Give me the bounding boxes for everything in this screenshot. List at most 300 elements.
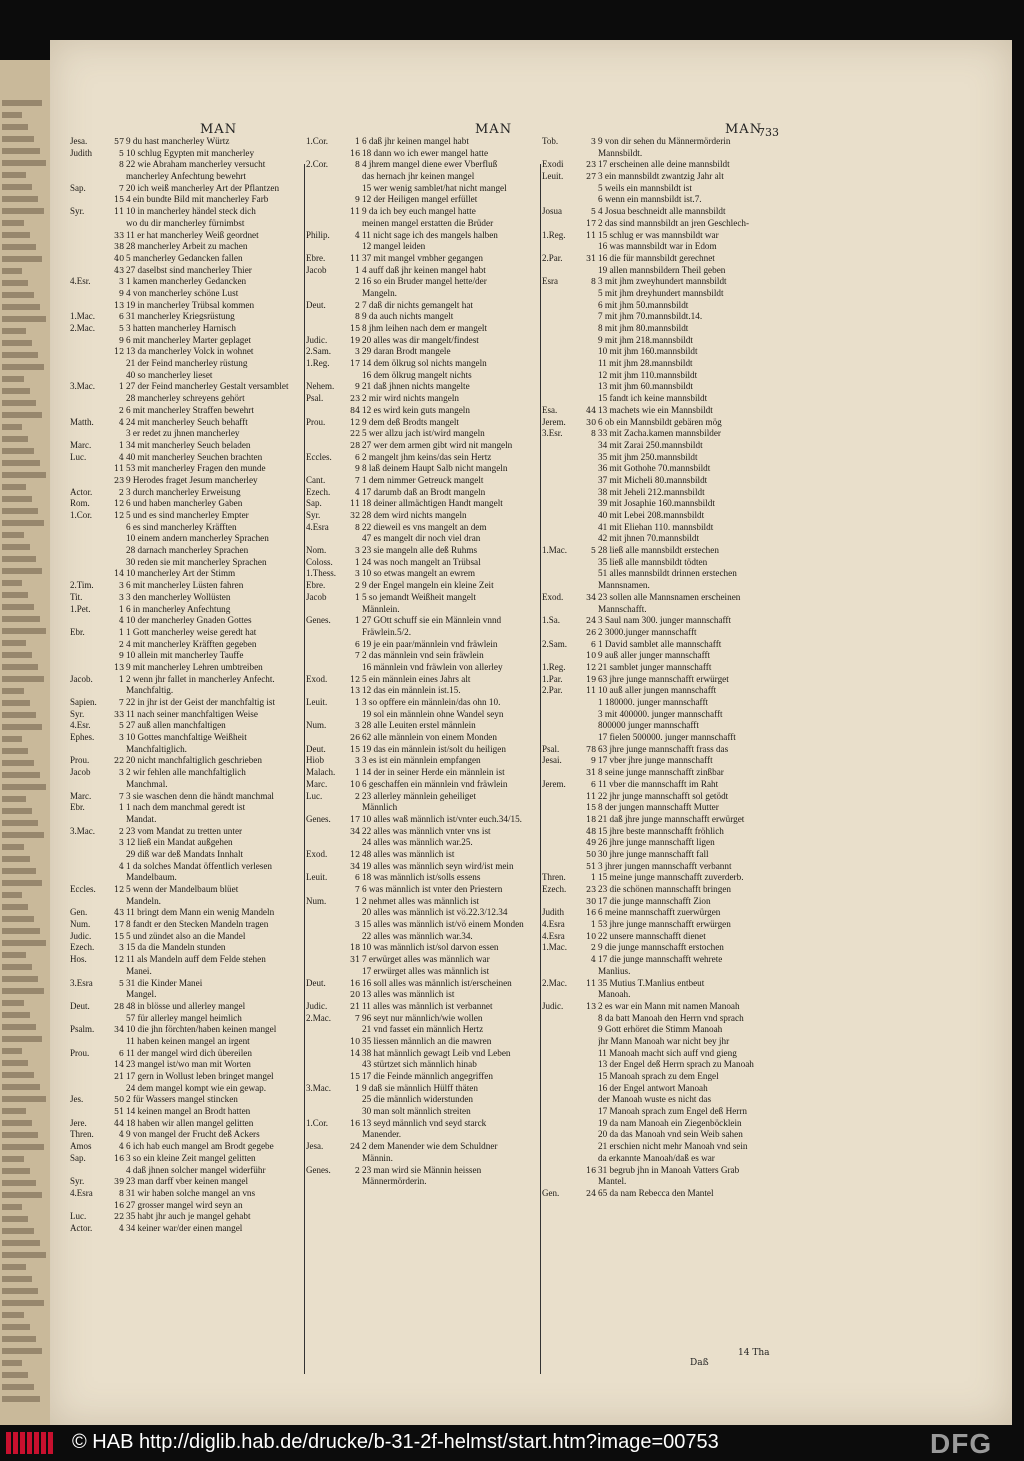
book-reference: Jerem. [542,778,566,789]
entry-text: 57 für allerley mangel heimlich [126,1012,242,1023]
ghost-text-line [2,280,28,286]
index-entry [542,1094,772,1106]
chapter-number: 2 [590,943,596,953]
entry-text: 65 da nam Rebecca den Mantel [598,1187,714,1198]
entry-text: 31 mancherley Kriegsrüstung [126,311,235,322]
entry-text: 8 der jungen mannschafft Mutter [598,802,719,813]
chapter-number [114,896,126,908]
book-reference [542,1083,586,1095]
index-entry [70,896,302,908]
chapter-number: 51 [114,1107,125,1117]
entry-text: 11 nicht sage ich des mangels halben [362,229,498,240]
index-entry [306,136,538,148]
book-reference: Jacob [70,767,91,778]
entry-text: 51 alles mannsbildt drinnen erstechen [598,568,737,579]
chapter-number: 43 [114,265,125,275]
index-entry [542,288,772,300]
entry-text: Männin. [362,1152,393,1163]
book-reference [542,218,586,230]
index-entry [70,241,302,253]
book-reference: 3.Esr. [542,428,563,439]
entry-text: 40 mit Lebei 208.mannsbildt [598,510,705,520]
index-entry [70,335,302,347]
book-reference [542,1059,586,1071]
ghost-text-line [2,556,36,562]
chapter-number: 1 [354,265,360,275]
chapter-number: 1 [118,604,124,614]
book-reference [542,1048,586,1060]
chapter-number: 1 [118,440,124,450]
entry-text: 19 allen mannsbildern Theil geben [598,264,726,275]
index-entry [542,381,772,393]
index-entry [70,989,302,1001]
index-entry [70,393,302,405]
entry-text: 17 die Feinde männlich angegriffen [362,1071,493,1081]
book-reference [542,697,586,709]
index-column-2 [306,136,538,1346]
book-reference: Marc. [70,790,92,801]
entry-text: 21 erschien nicht mehr Manoah vnd sein [598,1141,748,1152]
entries-col2 [306,136,538,1188]
entry-text: Mandelbaum. [126,872,177,883]
book-reference: Judith [70,147,93,158]
entry-text: 1 Gott mancherley weise geredt hat [126,626,257,637]
chapter-number [114,814,126,826]
index-entry [542,814,772,826]
index-entry [542,417,772,429]
entry-text: 28 mancherley Arbeit zu machen [126,241,248,252]
index-entry [542,206,772,218]
index-entry [70,802,302,814]
entry-text: 2 wenn jhr fallet in mancherley Anfecht. [126,673,275,684]
book-reference [542,487,586,499]
chapter-number [586,1129,598,1141]
chapter-number: 6 [118,1048,124,1058]
index-entry [70,1094,302,1106]
book-reference: 3.Mac. [306,1082,331,1093]
ghost-text-line [2,1132,38,1138]
entry-text: 22 dieweil es vns mangelt an dem [362,521,487,532]
book-reference [306,826,350,838]
index-entry [306,779,538,791]
book-reference: Thren. [70,1129,94,1140]
entry-text: 27 der Feind mancherley Gestalt versamblet [126,381,289,392]
book-reference [70,779,114,791]
chapter-number: 16 [114,1200,125,1210]
entry-text: 8 fandt er den Stecken Mandeln tragen [126,919,269,930]
book-reference [306,276,350,288]
index-entry [306,381,538,393]
index-entry [542,393,772,405]
index-entry [306,288,538,300]
book-reference [306,907,350,919]
chapter-number: 24 [586,1188,597,1198]
book-reference [542,1141,586,1153]
chapter-number: 3 [118,592,124,602]
index-entry [306,1118,538,1130]
index-entry [542,1083,772,1095]
entry-text: Mangeln. [362,287,397,298]
ghost-text-line [2,628,46,634]
entry-text: 8 da batt Manoah den Herrn vnd sprach [598,1012,744,1023]
book-reference [306,288,350,300]
ghost-text-line [2,676,44,682]
index-entry [542,452,772,464]
chapter-number [586,288,598,300]
book-reference [306,323,350,335]
index-entry [542,533,772,545]
book-reference: Ebr. [70,802,85,813]
chapter-number: 21 [114,1072,125,1081]
book-reference [70,989,114,1001]
entry-text: 6 und haben mancherley Gaben [126,498,243,509]
book-reference [306,942,350,954]
book-reference [306,650,350,662]
chapter-number: 2 [118,639,124,649]
index-entry [70,884,302,896]
book-reference [306,1048,350,1060]
ghost-text-line [2,448,34,454]
book-reference: 2.Mac. [542,977,567,988]
ghost-text-line [2,1192,42,1198]
chapter-number [350,709,362,721]
book-reference [542,381,586,393]
entry-text: 16 dem ölkrug mangelt nichts [362,369,472,380]
ghost-text-line [2,1012,30,1018]
chapter-number: 8 [354,160,360,170]
chapter-number: 9 [354,382,360,392]
chapter-number: 2 [118,826,124,836]
chapter-number [350,604,362,616]
book-reference: Prou. [306,416,326,427]
chapter-number: 12 [586,662,597,672]
entry-text: 36 mit Gothohe 70.mannsbildt [598,463,711,474]
chapter-number [586,732,598,744]
index-entry [70,1200,302,1212]
chapter-number: 16 [586,1165,597,1175]
index-entry [70,405,302,417]
book-reference: Eccles. [306,451,332,462]
ghost-text-line [2,1300,44,1306]
book-reference [542,650,586,662]
book-reference [70,545,114,557]
entry-text: 9 Gott erhöret die Stimm Manoah [598,1024,723,1035]
ghost-text-line [2,724,42,730]
book-reference [542,791,586,803]
book-reference: Coloss. [306,556,333,567]
book-reference: Esra [542,276,558,287]
entry-text: 12 mangel leiden [362,241,426,252]
ghost-text-line [2,1336,36,1342]
chapter-number [350,1106,362,1118]
entry-text: Manchfaltiglich. [126,743,187,754]
entry-text: 63 jhre junge mannschafft frass das [598,743,729,754]
chapter-number [586,1118,598,1130]
book-reference: 2.Mac. [70,323,95,333]
index-entry [306,276,538,288]
book-reference: Judic. [306,334,328,345]
book-reference [542,183,586,195]
index-entry [542,861,772,873]
entry-text: 3 es ist ein männlein empfangen [362,755,481,766]
book-reference [70,849,114,861]
ghost-text-line [2,1348,42,1354]
entry-text: 2 3000.junger mannschafft [598,626,697,637]
index-entry [306,674,538,686]
index-entry [70,545,302,557]
index-entry [306,942,538,954]
index-entry [70,1223,302,1235]
book-reference [542,989,586,1001]
ghost-text-line [2,208,44,214]
entry-text: 24 dem mangel kompt wie ein gewap. [126,1082,267,1093]
book-reference [306,919,350,931]
entry-text: 13 seyd männlich vnd seyd starck [362,1117,487,1128]
ghost-text-line [2,868,36,874]
index-entry [542,335,772,347]
entry-text: 11 nach seiner manchfaltigen Weise [126,708,258,719]
ghost-text-line [2,904,28,910]
chapter-number: 14 [350,1048,361,1058]
chapter-number: 44 [114,1118,125,1128]
ghost-text-line [2,928,40,934]
ghost-text-line [2,832,44,838]
chapter-number [586,966,598,978]
book-reference: 1.Cor. [70,510,93,520]
book-reference [70,265,114,277]
index-entry [70,872,302,884]
entry-text: 22 in jhr ist der Geist der manchfaltig ist [126,697,276,707]
entry-text: 17 fielen 500000. junger mannschafft [598,732,736,743]
book-reference: Rom. [70,498,90,509]
chapter-number: 3 [354,756,360,766]
book-reference [70,346,114,358]
entry-text: 1 David samblet alle mannschafft [598,638,722,649]
book-reference [306,884,350,896]
index-entry [306,557,538,569]
book-reference: 4.Esra [542,930,565,941]
index-entry [306,405,538,417]
entry-text: 28 alle Leuiten erstel männlein [362,720,476,731]
index-entry [306,639,538,651]
chapter-number: 1 [354,616,360,626]
index-entry [70,311,302,323]
chapter-number [114,428,126,440]
index-entry [306,919,538,931]
entry-text: 5 und zündet also an die Mandel [126,930,246,941]
book-reference [70,1059,114,1071]
index-entry [542,826,772,838]
chapter-number: 3 [118,768,124,778]
entry-text: Männlich [362,802,398,813]
book-reference [542,533,586,545]
ghost-text-line [2,1048,22,1054]
index-entry [70,522,302,534]
entry-text: 10 der mancherley Gnaden Gottes [126,615,252,626]
entry-text: 10 auß aller jungen mannschafft [598,685,717,696]
index-entry [70,580,302,592]
book-reference: 2.Mac. [306,1012,331,1023]
index-entry [70,1211,302,1223]
entry-text: 3 jhrer jungen mannschafft verbannt [598,860,732,871]
index-entry [542,1001,772,1013]
ghost-text-line [2,1108,26,1114]
entry-text: 5 und es sind mancherley Empter [126,510,249,520]
index-entry [542,159,772,171]
book-reference [542,627,586,639]
entry-text: 21 daß jhnen nichts mangelte [362,381,470,392]
book-reference: Sapien. [70,697,97,707]
index-entry [70,791,302,803]
entry-text: Mannsnamen. [598,580,650,591]
entry-text: 48 alles was männlich ist [362,848,455,859]
ghost-text-line [2,796,26,802]
entry-text: 3 er redet zu jhnen mancherley [126,428,240,439]
ghost-text-line [2,124,28,130]
chapter-number [586,1106,598,1118]
entry-text: 13 da mancherley Volck in wohnet [126,346,254,357]
chapter-number: 51 [586,861,597,871]
ghost-text-line [2,220,24,226]
index-entry [70,1153,302,1165]
index-entry [542,942,772,954]
entry-text: 35 Mutius T.Manlius entbeut [598,977,705,988]
dfg-logo: DFG [930,1428,993,1459]
index-entry [306,183,538,195]
ghost-text-line [2,304,40,310]
book-reference [70,650,114,662]
book-reference: Jere. [70,1117,87,1128]
index-entry [70,381,302,393]
book-reference: Syr. [70,1176,85,1187]
entry-text: 63 jhre junge mannschafft erwürget [598,673,729,684]
chapter-number [350,183,362,195]
chapter-number: 5 [118,978,124,988]
entry-text: 1 kamen mancherley Gedancken [126,276,247,287]
book-reference [542,966,586,978]
chapter-number [586,522,598,534]
book-reference: Thren. [542,872,566,883]
book-reference [306,954,350,966]
index-entry [306,884,538,896]
index-entry [306,335,538,347]
book-reference [542,732,586,744]
chapter-number [114,1083,126,1095]
entry-text: 3 den mancherley Wollüsten [126,591,231,602]
entry-text: 5 so jemandt Weißheit mangelt [362,591,476,602]
entries-col3 [542,136,772,1200]
ghost-text-line [2,532,24,538]
index-entry [306,989,538,1001]
ghost-text-line [2,1252,46,1258]
book-reference: Actor. [70,486,93,497]
entry-text: 28 mancherley schreyens gehört [126,393,245,404]
index-entry [306,1059,538,1071]
chapter-number: 11 [586,230,597,240]
entry-text: 13 machets wie ein Mannsbildt [598,404,713,415]
book-reference [542,1071,586,1083]
page-number: 733 [758,126,779,139]
chapter-number [586,1013,598,1025]
index-entry [306,370,538,382]
ghost-text-line [2,496,32,502]
entry-text: 12 ließ ein Mandat außgehen [126,837,233,848]
entry-text: 6 geschaffen ein männlein vnd fräwlein [362,778,508,789]
entry-text: 2 es war ein Mann mit namen Manoah [598,1000,740,1011]
chapter-number [586,1094,598,1106]
chapter-number [350,218,362,230]
index-entry [306,218,538,230]
book-reference [70,685,114,697]
index-entry [306,428,538,440]
book-reference [542,346,586,358]
index-entry [306,872,538,884]
entry-text: 19 je ein paar/männlein vnd fräwlein [362,638,498,649]
book-reference [306,370,350,382]
chapter-number: 16 [114,1153,125,1163]
book-reference: Josua [542,206,562,217]
entry-text: 11 haben keinen mangel an irgent [126,1035,250,1046]
entry-text: wo du dir mancherley fürnimbst [126,217,245,228]
entry-text: 11 alles was männlich ist verbannet [362,1000,493,1011]
book-reference: Jacob [306,264,327,275]
ghost-text-line [2,976,38,982]
index-entry [306,1071,538,1083]
book-reference: Genes. [306,813,331,824]
book-reference [542,826,586,838]
index-entry [70,814,302,826]
index-entry [542,194,772,206]
book-reference [542,323,586,335]
index-entry [306,744,538,756]
index-entry [70,276,302,288]
book-reference [306,171,350,183]
ghost-text-line [2,328,26,334]
chapter-number: 10 [586,651,597,661]
ghost-text-line [2,736,22,742]
index-entry [542,487,772,499]
index-entry [306,346,538,358]
book-reference: 1.Sa. [542,615,560,626]
book-reference: 3.Esra [70,977,93,988]
book-reference [70,568,114,580]
ghost-text-line [2,400,36,406]
chapter-number: 1 [354,137,360,146]
chapter-number [350,1094,362,1106]
ghost-text-line [2,244,36,250]
chapter-number: 2 [118,487,124,497]
index-entry [306,814,538,826]
entry-text: 20 da das Manoah vnd sein Weib sahen [598,1129,743,1140]
entry-text: 8 laß deinem Haupt Salb nicht mangeln [362,463,508,474]
chapter-number: 11 [586,978,597,988]
chapter-number: 17 [114,920,125,930]
index-entry [542,755,772,767]
chapter-number [586,300,598,312]
index-entry [542,1106,772,1118]
index-entry [542,791,772,803]
book-reference [70,159,114,171]
chapter-number: 4 [118,861,124,871]
entry-text: 30 jhre junge mannschafft fall [598,848,709,859]
entry-text: 17 vber jhre junge mannschafft [598,755,713,766]
chapter-number: 34 [350,826,361,836]
book-reference: Jacob. [70,673,93,684]
entry-text: 11 Manoah macht sich auff vnd gieng [598,1047,737,1058]
index-entry [306,1024,538,1036]
index-entry [542,697,772,709]
index-entry [306,1129,538,1141]
